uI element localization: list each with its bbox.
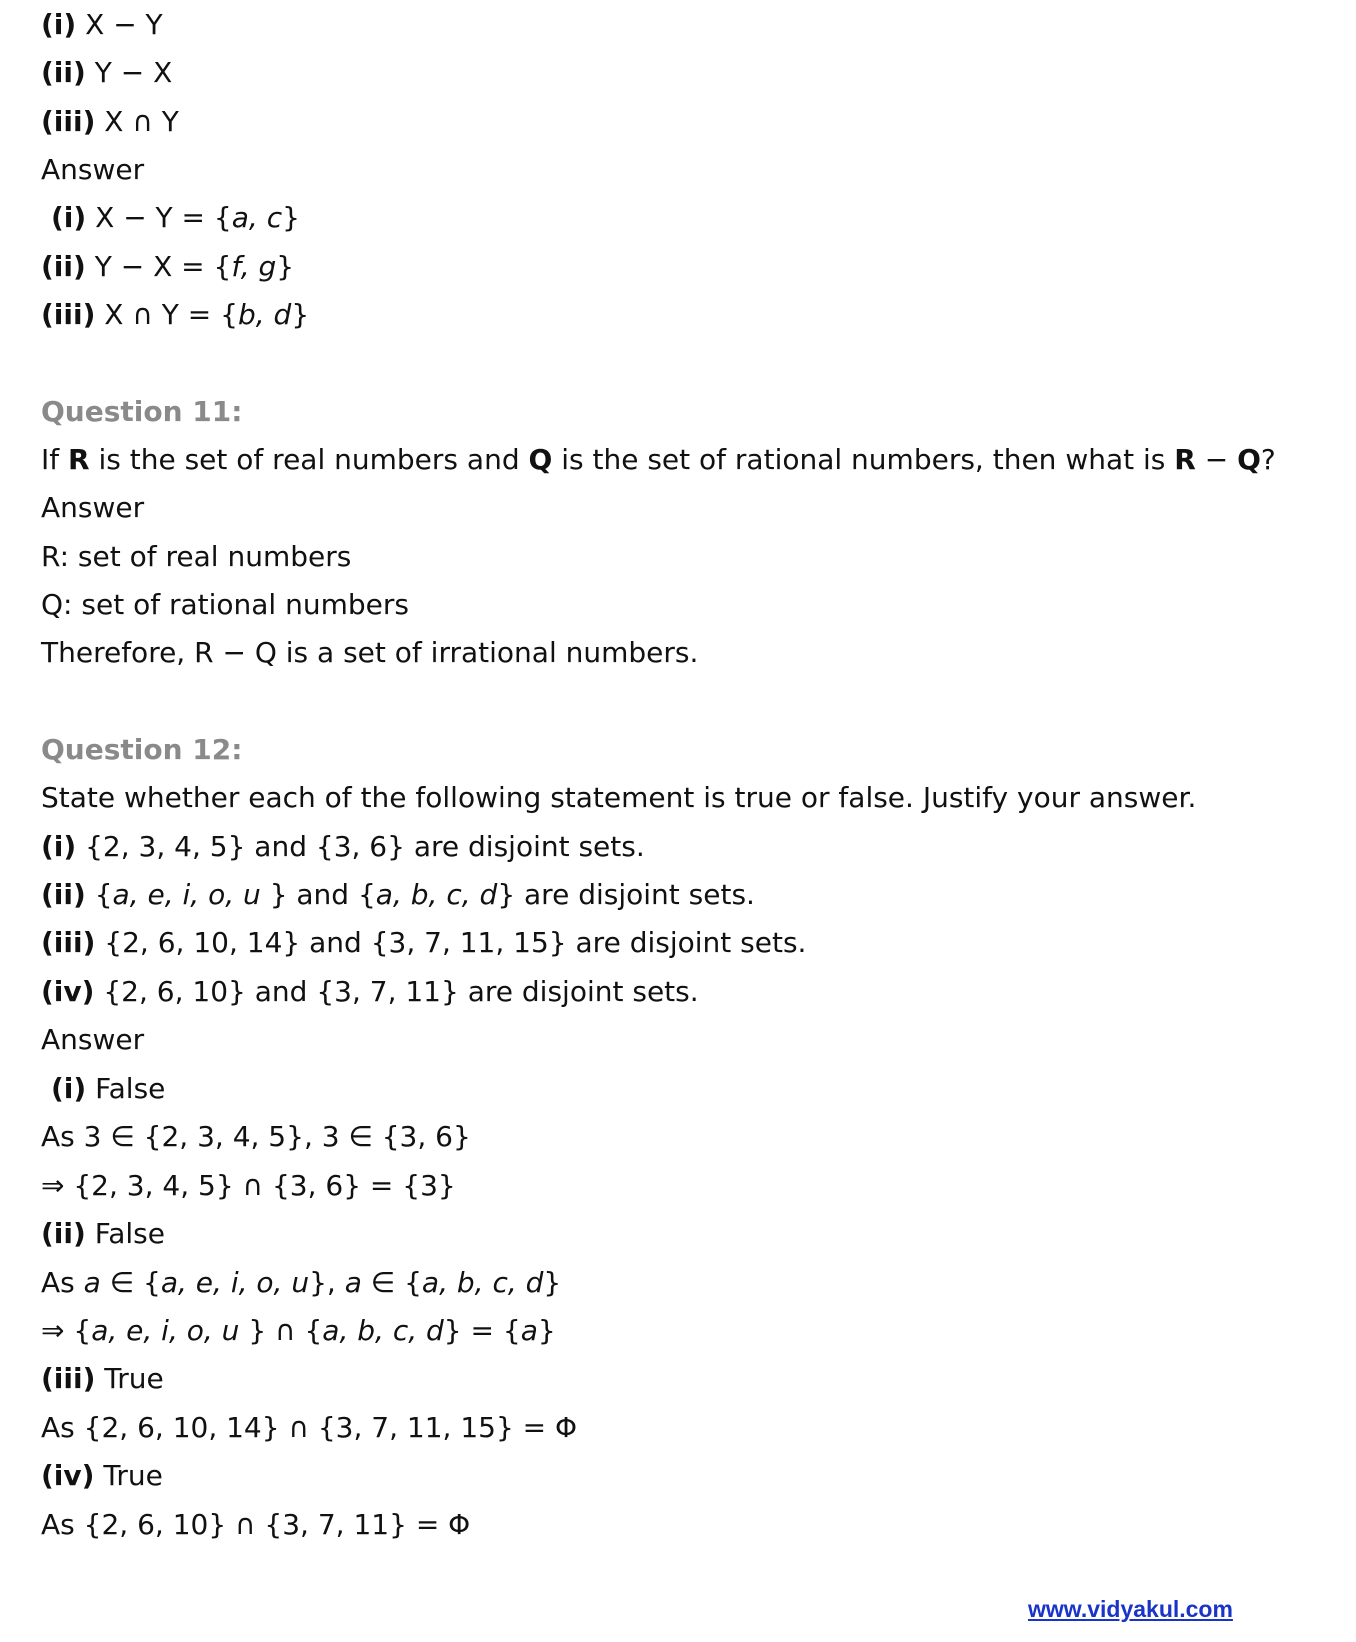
statement-text: {2, 3, 4, 5} and {3, 6} are disjoint sets. bbox=[85, 830, 645, 863]
answer-label: Answer bbox=[41, 491, 145, 524]
answer-item-label: (i) bbox=[51, 201, 87, 234]
math-set: a, b, c, d bbox=[322, 1314, 444, 1347]
math-set: a, e, i, o, u bbox=[91, 1314, 249, 1347]
question-11-heading: Question 11: bbox=[41, 395, 243, 428]
item-label: (iii) bbox=[41, 105, 96, 138]
answer-line bbox=[41, 1314, 556, 1348]
item-ii bbox=[41, 56, 172, 90]
answer-line: Q: set of rational numbers bbox=[41, 588, 409, 621]
statement-set: a, b, c, d bbox=[375, 878, 498, 911]
answer-lhs: Y − X = { bbox=[94, 250, 232, 283]
answer-close: } bbox=[282, 201, 300, 234]
answer-line: Therefore, R − Q is a set of irrational numbers. bbox=[41, 636, 699, 669]
item-label: (ii) bbox=[41, 56, 86, 89]
answer-close: } bbox=[291, 298, 310, 331]
prompt-text: is the set of rational numbers, then what is bbox=[552, 443, 1175, 476]
statement-label: (ii) bbox=[41, 878, 86, 911]
answer-close: } bbox=[276, 250, 295, 283]
math-text: }, bbox=[309, 1266, 345, 1299]
statement-iii bbox=[41, 926, 806, 960]
answer-item-label: (ii) bbox=[41, 250, 86, 283]
prompt-text: ? bbox=[1260, 443, 1276, 476]
statement-text: {2, 6, 10, 14} and {3, 7, 11, 15} are disjoint sets. bbox=[104, 926, 807, 959]
answer-item-label: (iii) bbox=[41, 1362, 96, 1395]
verdict: True bbox=[104, 1362, 164, 1395]
prompt-bold: R bbox=[68, 443, 90, 476]
answer-set: a, c bbox=[231, 201, 283, 234]
answer-label: Answer bbox=[41, 1023, 145, 1056]
answer-i bbox=[51, 201, 300, 235]
item-text: X ∩ Y bbox=[104, 105, 179, 138]
question-12-heading: Question 12: bbox=[41, 733, 243, 766]
math-var: a bbox=[83, 1266, 101, 1299]
answer-lhs: X − Y = { bbox=[95, 201, 232, 234]
math-set: a, b, c, d bbox=[421, 1266, 544, 1299]
math-text: } ∩ { bbox=[248, 1314, 323, 1347]
answer-item-label: (i) bbox=[51, 1072, 87, 1105]
answer-item-label: (iii) bbox=[41, 298, 96, 331]
answer-set: b, d bbox=[237, 298, 292, 331]
answer-ii bbox=[41, 250, 294, 284]
math-text: } bbox=[543, 1266, 562, 1299]
verdict: False bbox=[94, 1217, 165, 1250]
math-text: } = { bbox=[443, 1314, 521, 1347]
prompt-text: If bbox=[41, 443, 69, 476]
statement-label: (iv) bbox=[41, 975, 95, 1008]
answer-lhs: X ∩ Y = { bbox=[104, 298, 238, 331]
verdict: False bbox=[95, 1072, 166, 1105]
prompt-bold: Q bbox=[528, 443, 553, 476]
answer-item-label: (ii) bbox=[41, 1217, 86, 1250]
statement-ii bbox=[41, 878, 755, 912]
answer-iv-verdict bbox=[41, 1459, 163, 1493]
answer-set: f, g bbox=[231, 250, 277, 283]
math-text: } bbox=[537, 1314, 556, 1347]
statement-iv bbox=[41, 975, 699, 1009]
statement-label: (i) bbox=[41, 830, 77, 863]
question-11-prompt bbox=[41, 443, 1276, 477]
math-text: As bbox=[41, 1266, 84, 1299]
math-text: ∈ { bbox=[361, 1266, 422, 1299]
prompt-bold: R bbox=[1174, 443, 1196, 476]
math-var: a bbox=[344, 1266, 362, 1299]
prompt-text: − bbox=[1195, 443, 1238, 476]
item-i bbox=[41, 8, 163, 42]
footer-link[interactable]: www.vidyakul.com bbox=[1028, 1596, 1233, 1622]
statement-text: {2, 6, 10} and {3, 7, 11} are disjoint sets. bbox=[103, 975, 699, 1008]
answer-line: As {2, 6, 10} ∩ {3, 7, 11} = Φ bbox=[41, 1508, 471, 1541]
statement-set: a, e, i, o, u bbox=[112, 878, 270, 911]
math-var: a bbox=[520, 1314, 538, 1347]
item-text: X − Y bbox=[85, 8, 163, 41]
item-text: Y − X bbox=[94, 56, 173, 89]
question-12-prompt: State whether each of the following statement is true or false. Justify your answer. bbox=[41, 781, 1197, 814]
math-text: ⇒ { bbox=[41, 1314, 92, 1347]
item-iii bbox=[41, 105, 179, 139]
statement-text: { bbox=[94, 878, 113, 911]
statement-i bbox=[41, 830, 645, 864]
item-label: (i) bbox=[41, 8, 77, 41]
statement-text: } and { bbox=[269, 878, 376, 911]
answer-iii bbox=[41, 298, 309, 332]
statement-label: (iii) bbox=[41, 926, 96, 959]
answer-line: As {2, 6, 10, 14} ∩ {3, 7, 11, 15} = Φ bbox=[41, 1411, 578, 1444]
answer-line bbox=[41, 1266, 561, 1300]
answer-line: R: set of real numbers bbox=[41, 540, 352, 573]
answer-line: ⇒ {2, 3, 4, 5} ∩ {3, 6} = {3} bbox=[41, 1169, 456, 1202]
answer-item-label: (iv) bbox=[41, 1459, 95, 1492]
answer-ii-verdict bbox=[41, 1217, 165, 1251]
answer-i-verdict bbox=[51, 1072, 165, 1106]
answer-iii-verdict bbox=[41, 1362, 164, 1396]
verdict: True bbox=[103, 1459, 163, 1492]
math-text: ∈ { bbox=[100, 1266, 161, 1299]
answer-line: As 3 ∈ {2, 3, 4, 5}, 3 ∈ {3, 6} bbox=[41, 1120, 471, 1153]
prompt-text: is the set of real numbers and bbox=[89, 443, 529, 476]
prompt-bold: Q bbox=[1237, 443, 1261, 476]
statement-text: } are disjoint sets. bbox=[497, 878, 755, 911]
math-set: a, e, i, o, u bbox=[160, 1266, 310, 1299]
answer-label: Answer bbox=[41, 153, 145, 186]
